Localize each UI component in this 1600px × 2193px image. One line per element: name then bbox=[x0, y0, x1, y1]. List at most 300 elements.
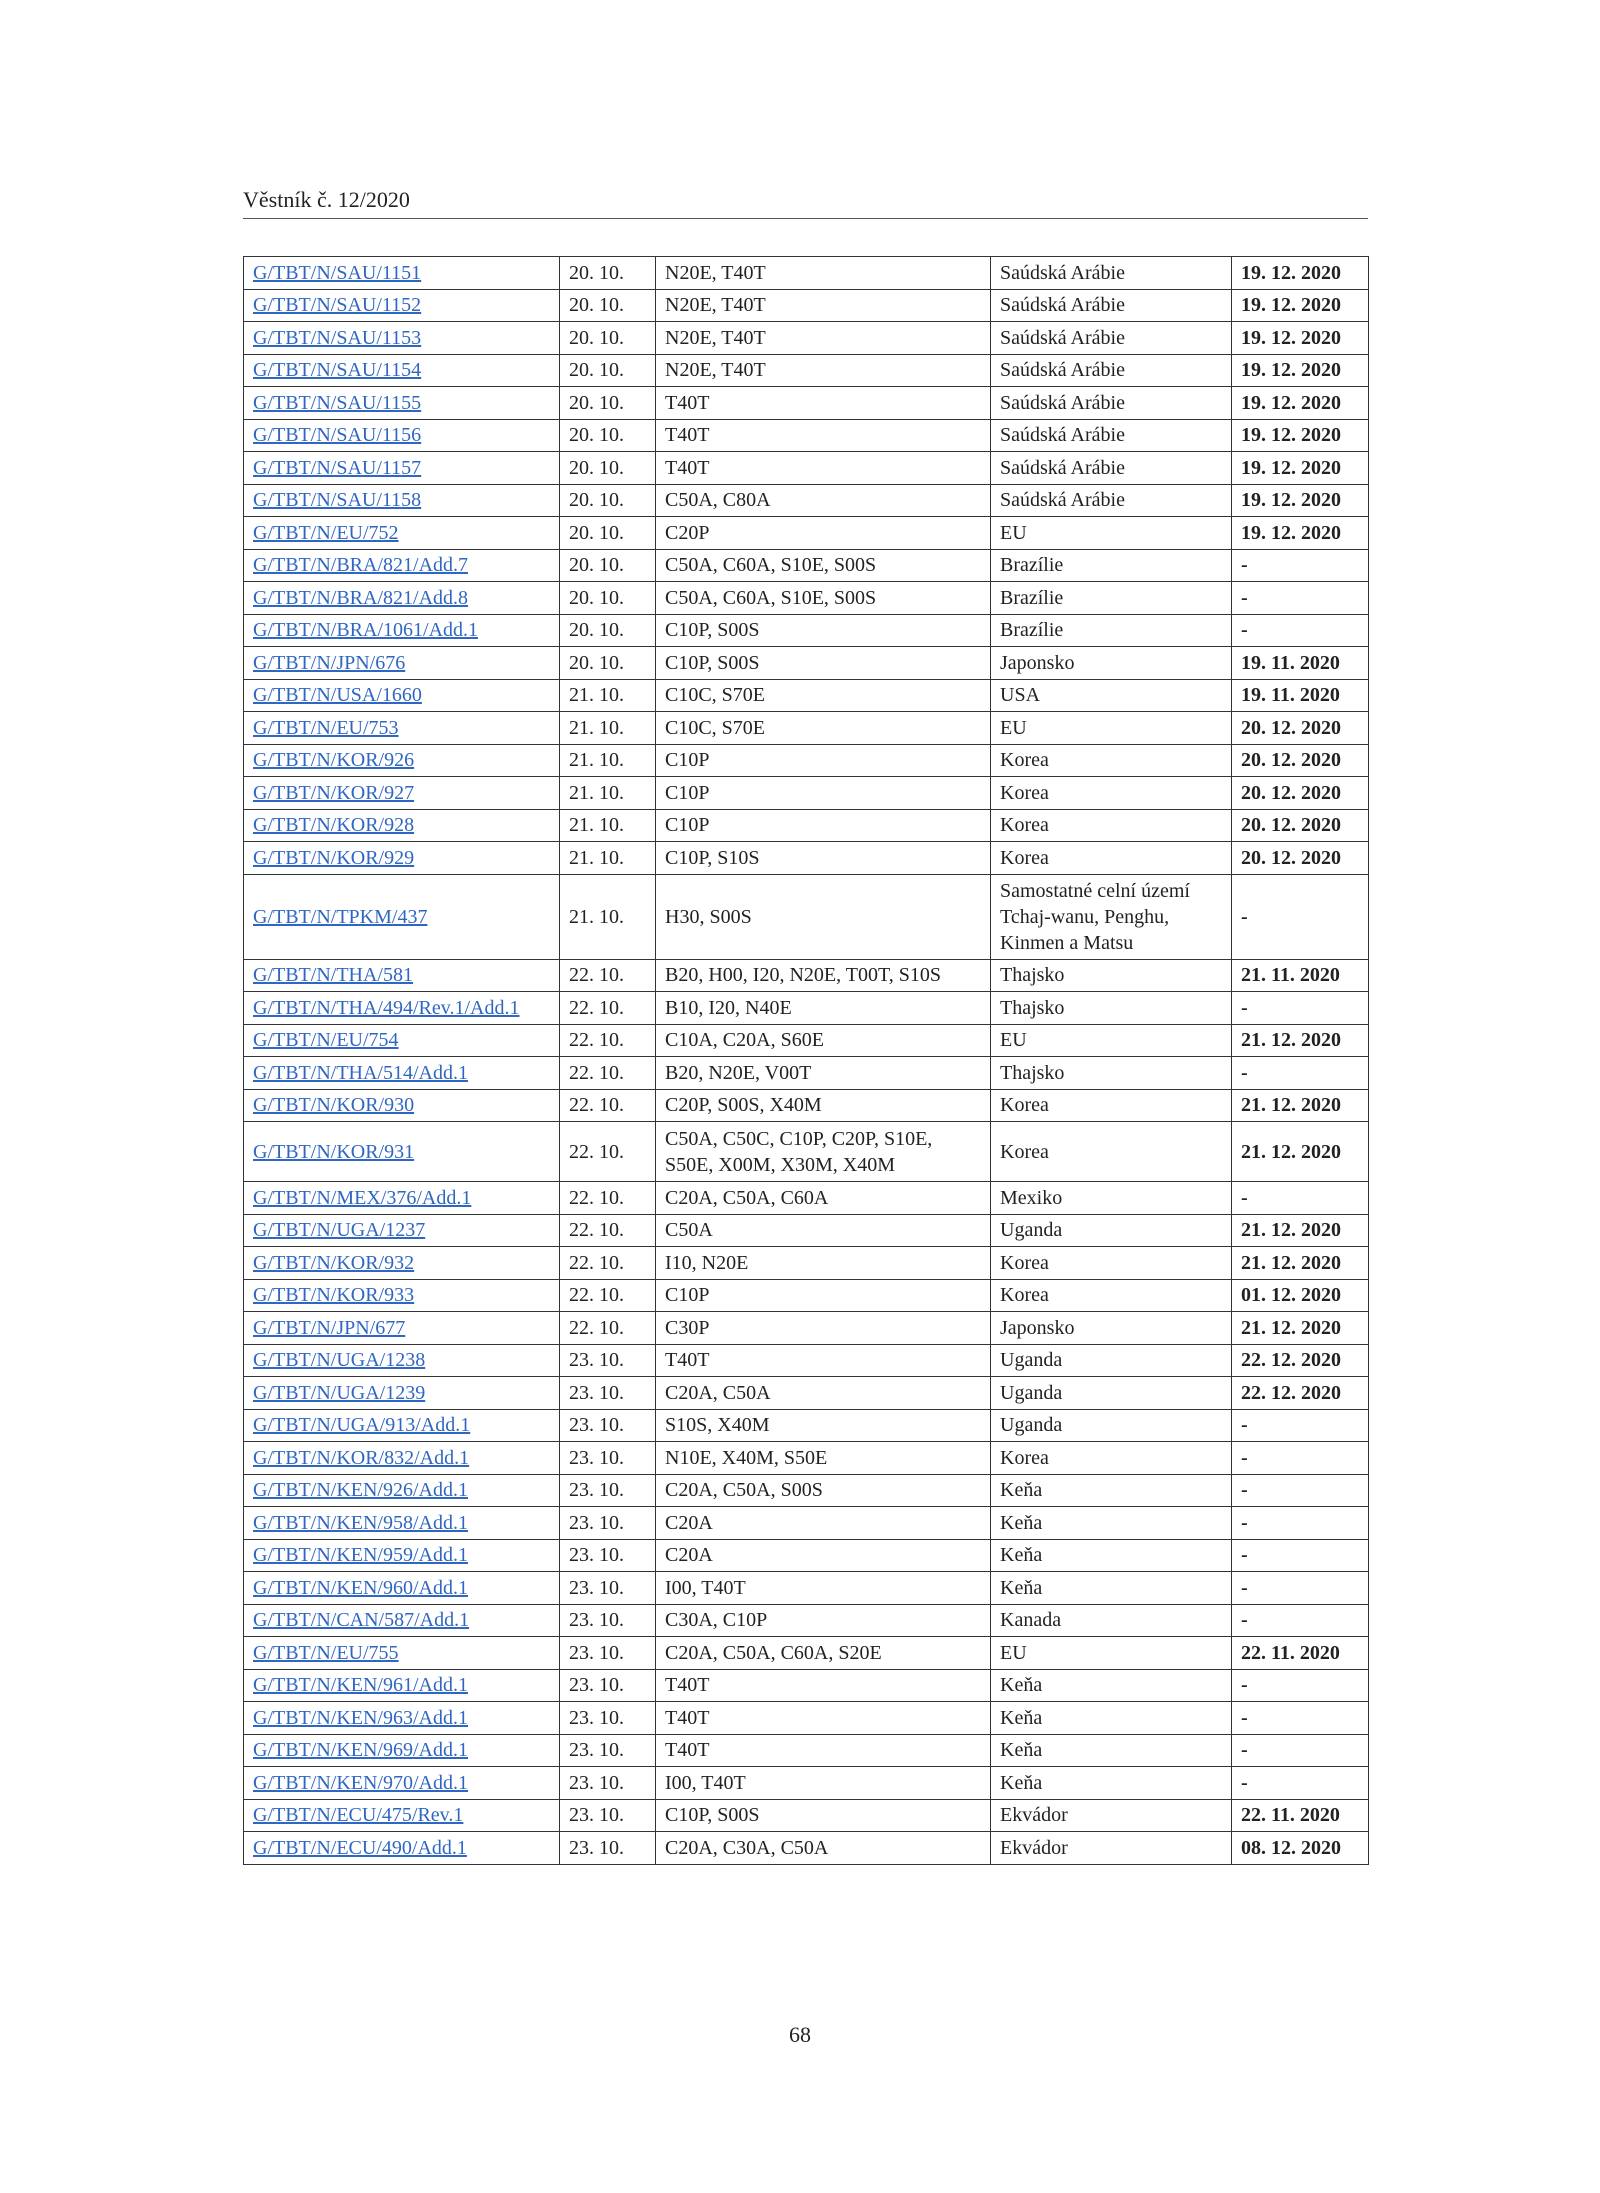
notification-link[interactable]: G/TBT/N/KEN/970/Add.1 bbox=[253, 1771, 468, 1794]
ics-codes-cell: B20, H00, I20, N20E, T00T, S10S bbox=[656, 959, 991, 992]
notification-link[interactable]: G/TBT/N/SAU/1157 bbox=[253, 456, 422, 479]
country-cell: Keňa bbox=[991, 1507, 1232, 1540]
comment-deadline-cell: - bbox=[1232, 874, 1369, 959]
comment-deadline-cell: 19. 12. 2020 bbox=[1232, 387, 1369, 420]
ics-codes-cell: N20E, T40T bbox=[656, 322, 991, 355]
table-row bbox=[244, 1702, 1369, 1735]
comment-deadline-cell: - bbox=[1232, 614, 1369, 647]
notification-code-cell bbox=[244, 1832, 560, 1865]
notification-code-cell bbox=[244, 1669, 560, 1702]
ics-codes-cell: C20A bbox=[656, 1507, 991, 1540]
notification-code-cell bbox=[244, 517, 560, 550]
comment-deadline-cell: 19. 12. 2020 bbox=[1232, 452, 1369, 485]
notification-date-cell: 23. 10. bbox=[560, 1474, 656, 1507]
notification-date-cell: 21. 10. bbox=[560, 874, 656, 959]
notification-code-cell bbox=[244, 1539, 560, 1572]
country-cell: Uganda bbox=[991, 1344, 1232, 1377]
notification-code-cell bbox=[244, 712, 560, 745]
comment-deadline-cell: 19. 12. 2020 bbox=[1232, 289, 1369, 322]
notification-code-cell bbox=[244, 874, 560, 959]
comment-deadline-cell: 21. 12. 2020 bbox=[1232, 1214, 1369, 1247]
table-row bbox=[244, 1377, 1369, 1410]
ics-codes-cell: C50A bbox=[656, 1214, 991, 1247]
notification-link[interactable]: G/TBT/N/KEN/961/Add.1 bbox=[253, 1674, 468, 1697]
notification-code-cell bbox=[244, 959, 560, 992]
comment-deadline-cell: - bbox=[1232, 1767, 1369, 1800]
ics-codes-cell: B20, N20E, V00T bbox=[656, 1057, 991, 1090]
notification-date-cell: 23. 10. bbox=[560, 1442, 656, 1475]
ics-codes-cell: C10P, S10S bbox=[656, 842, 991, 875]
table-row bbox=[244, 1669, 1369, 1702]
ics-codes-cell: T40T bbox=[656, 452, 991, 485]
notification-date-cell: 22. 10. bbox=[560, 1122, 656, 1182]
table-row bbox=[244, 744, 1369, 777]
country-cell: Korea bbox=[991, 1442, 1232, 1475]
notification-code-cell bbox=[244, 1089, 560, 1122]
comment-deadline-cell: 21. 11. 2020 bbox=[1232, 959, 1369, 992]
comment-deadline-cell: - bbox=[1232, 1057, 1369, 1090]
notification-code-cell bbox=[244, 992, 560, 1025]
notification-code-cell bbox=[244, 1734, 560, 1767]
ics-codes-cell: C20A, C50A bbox=[656, 1377, 991, 1410]
notification-date-cell: 20. 10. bbox=[560, 419, 656, 452]
notification-link[interactable]: G/TBT/N/USA/1660 bbox=[253, 684, 422, 707]
table-row bbox=[244, 1214, 1369, 1247]
table-row bbox=[244, 1182, 1369, 1215]
page-header bbox=[243, 184, 1368, 219]
country-cell: Brazílie bbox=[991, 614, 1232, 647]
notification-code-cell bbox=[244, 1702, 560, 1735]
table-row bbox=[244, 992, 1369, 1025]
notification-link[interactable]: G/TBT/N/KEN/969/Add.1 bbox=[253, 1739, 468, 1762]
country-cell: Saúdská Arábie bbox=[991, 322, 1232, 355]
notification-link[interactable]: G/TBT/N/ECU/490/Add.1 bbox=[253, 1836, 467, 1859]
notification-code-cell bbox=[244, 1024, 560, 1057]
ics-codes-cell: C10P, S00S bbox=[656, 647, 991, 680]
table-row bbox=[244, 1089, 1369, 1122]
notification-code-cell bbox=[244, 1474, 560, 1507]
notification-link[interactable]: G/TBT/N/KEN/960/Add.1 bbox=[253, 1576, 468, 1599]
notification-date-cell: 23. 10. bbox=[560, 1507, 656, 1540]
table-row bbox=[244, 712, 1369, 745]
country-cell: Kanada bbox=[991, 1604, 1232, 1637]
table-row bbox=[244, 1637, 1369, 1670]
country-cell: Saúdská Arábie bbox=[991, 484, 1232, 517]
notification-link[interactable]: G/TBT/N/KOR/832/Add.1 bbox=[253, 1446, 470, 1469]
table-row bbox=[244, 842, 1369, 875]
notification-code-cell bbox=[244, 354, 560, 387]
table-row bbox=[244, 1832, 1369, 1865]
notification-date-cell: 20. 10. bbox=[560, 484, 656, 517]
notification-link[interactable]: G/TBT/N/KOR/930 bbox=[253, 1094, 415, 1117]
table-row bbox=[244, 517, 1369, 550]
notification-date-cell: 23. 10. bbox=[560, 1344, 656, 1377]
country-cell: Thajsko bbox=[991, 992, 1232, 1025]
notification-code-cell bbox=[244, 1057, 560, 1090]
notification-link[interactable]: G/TBT/N/SAU/1152 bbox=[253, 294, 422, 317]
table-row bbox=[244, 582, 1369, 615]
table-row bbox=[244, 289, 1369, 322]
comment-deadline-cell: - bbox=[1232, 992, 1369, 1025]
ics-codes-cell: N20E, T40T bbox=[656, 257, 991, 290]
ics-codes-cell: T40T bbox=[656, 1734, 991, 1767]
notification-link[interactable]: G/TBT/N/SAU/1151 bbox=[253, 261, 422, 284]
ics-codes-cell: N10E, X40M, S50E bbox=[656, 1442, 991, 1475]
table-row bbox=[244, 549, 1369, 582]
notification-code-cell bbox=[244, 1377, 560, 1410]
ics-codes-cell: T40T bbox=[656, 1344, 991, 1377]
country-cell: Keňa bbox=[991, 1539, 1232, 1572]
country-cell: EU bbox=[991, 712, 1232, 745]
table-row bbox=[244, 614, 1369, 647]
country-cell: Saúdská Arábie bbox=[991, 289, 1232, 322]
country-cell: Korea bbox=[991, 809, 1232, 842]
notification-link[interactable]: G/TBT/N/THA/514/Add.1 bbox=[253, 1061, 468, 1084]
country-cell: Korea bbox=[991, 777, 1232, 810]
comment-deadline-cell: 01. 12. 2020 bbox=[1232, 1279, 1369, 1312]
notification-link[interactable]: G/TBT/N/THA/494/Rev.1/Add.1 bbox=[253, 996, 520, 1019]
page-number: 68 bbox=[789, 2022, 811, 2047]
table-row bbox=[244, 1344, 1369, 1377]
notification-link[interactable]: G/TBT/N/KEN/926/Add.1 bbox=[253, 1479, 468, 1502]
ics-codes-cell: C10P bbox=[656, 777, 991, 810]
comment-deadline-cell: 21. 12. 2020 bbox=[1232, 1312, 1369, 1345]
ics-codes-cell: I00, T40T bbox=[656, 1767, 991, 1800]
notification-code-cell bbox=[244, 549, 560, 582]
ics-codes-cell: C50A, C50C, C10P, C20P, S10E, S50E, X00M, X30M, X40M bbox=[656, 1122, 991, 1182]
comment-deadline-cell: 19. 12. 2020 bbox=[1232, 354, 1369, 387]
notification-code-cell bbox=[244, 1122, 560, 1182]
country-cell: Korea bbox=[991, 1122, 1232, 1182]
notification-link[interactable]: G/TBT/N/TPKM/437 bbox=[253, 905, 428, 928]
notification-code-cell bbox=[244, 1637, 560, 1670]
notification-code-cell bbox=[244, 842, 560, 875]
table-row bbox=[244, 1279, 1369, 1312]
comment-deadline-cell: 20. 12. 2020 bbox=[1232, 777, 1369, 810]
notification-code-cell bbox=[244, 484, 560, 517]
notification-date-cell: 22. 10. bbox=[560, 992, 656, 1025]
table-row bbox=[244, 257, 1369, 290]
table-row bbox=[244, 874, 1369, 959]
notification-link[interactable]: G/TBT/N/BRA/821/Add.7 bbox=[253, 554, 469, 577]
notification-link[interactable]: G/TBT/N/UGA/1238 bbox=[253, 1349, 426, 1372]
table-row bbox=[244, 484, 1369, 517]
comment-deadline-cell: - bbox=[1232, 1572, 1369, 1605]
ics-codes-cell: S10S, X40M bbox=[656, 1409, 991, 1442]
notification-date-cell: 23. 10. bbox=[560, 1799, 656, 1832]
table-row bbox=[244, 419, 1369, 452]
notification-link[interactable]: G/TBT/N/KOR/928 bbox=[253, 814, 415, 837]
country-cell: Keňa bbox=[991, 1572, 1232, 1605]
notification-code-cell bbox=[244, 1767, 560, 1800]
notification-code-cell bbox=[244, 1507, 560, 1540]
ics-codes-cell: C20P, S00S, X40M bbox=[656, 1089, 991, 1122]
notification-date-cell: 21. 10. bbox=[560, 809, 656, 842]
ics-codes-cell: C10P bbox=[656, 809, 991, 842]
country-cell: Saúdská Arábie bbox=[991, 354, 1232, 387]
ics-codes-cell: N20E, T40T bbox=[656, 354, 991, 387]
comment-deadline-cell: - bbox=[1232, 549, 1369, 582]
comment-deadline-cell: 19. 12. 2020 bbox=[1232, 419, 1369, 452]
table-row bbox=[244, 354, 1369, 387]
notification-date-cell: 21. 10. bbox=[560, 679, 656, 712]
comment-deadline-cell: 08. 12. 2020 bbox=[1232, 1832, 1369, 1865]
notification-date-cell: 21. 10. bbox=[560, 842, 656, 875]
notification-date-cell: 23. 10. bbox=[560, 1604, 656, 1637]
ics-codes-cell: C10P bbox=[656, 744, 991, 777]
ics-codes-cell: C10A, C20A, S60E bbox=[656, 1024, 991, 1057]
country-cell: Brazílie bbox=[991, 582, 1232, 615]
notification-date-cell: 20. 10. bbox=[560, 387, 656, 420]
comment-deadline-cell: - bbox=[1232, 1734, 1369, 1767]
table-row bbox=[244, 809, 1369, 842]
table-row bbox=[244, 1409, 1369, 1442]
country-cell: Mexiko bbox=[991, 1182, 1232, 1215]
table-row bbox=[244, 1057, 1369, 1090]
notification-code-cell bbox=[244, 809, 560, 842]
country-cell: Keňa bbox=[991, 1702, 1232, 1735]
comment-deadline-cell: - bbox=[1232, 1474, 1369, 1507]
ics-codes-cell: I00, T40T bbox=[656, 1572, 991, 1605]
ics-codes-cell: C20A bbox=[656, 1539, 991, 1572]
ics-codes-cell: C10C, S70E bbox=[656, 712, 991, 745]
notification-code-cell bbox=[244, 679, 560, 712]
notification-link[interactable]: G/TBT/N/JPN/676 bbox=[253, 651, 406, 674]
comment-deadline-cell: - bbox=[1232, 1182, 1369, 1215]
notification-code-cell bbox=[244, 1442, 560, 1475]
ics-codes-cell: C50A, C60A, S10E, S00S bbox=[656, 549, 991, 582]
country-cell: Korea bbox=[991, 1089, 1232, 1122]
country-cell: Japonsko bbox=[991, 1312, 1232, 1345]
table-row bbox=[244, 452, 1369, 485]
comment-deadline-cell: 19. 12. 2020 bbox=[1232, 484, 1369, 517]
notification-code-cell bbox=[244, 647, 560, 680]
country-cell: Uganda bbox=[991, 1214, 1232, 1247]
notification-link[interactable]: G/TBT/N/KOR/926 bbox=[253, 749, 415, 772]
table-row bbox=[244, 1507, 1369, 1540]
notification-link[interactable]: G/TBT/N/KOR/927 bbox=[253, 781, 415, 804]
notification-link[interactable]: G/TBT/N/SAU/1156 bbox=[253, 424, 422, 447]
notification-date-cell: 23. 10. bbox=[560, 1539, 656, 1572]
notification-date-cell: 20. 10. bbox=[560, 614, 656, 647]
notification-date-cell: 23. 10. bbox=[560, 1669, 656, 1702]
comment-deadline-cell: 19. 12. 2020 bbox=[1232, 322, 1369, 355]
country-cell: USA bbox=[991, 679, 1232, 712]
notification-link[interactable]: G/TBT/N/UGA/1239 bbox=[253, 1381, 426, 1404]
notification-code-cell bbox=[244, 1312, 560, 1345]
notification-date-cell: 20. 10. bbox=[560, 647, 656, 680]
notification-link[interactable]: G/TBT/N/CAN/587/Add.1 bbox=[253, 1609, 470, 1632]
notification-date-cell: 20. 10. bbox=[560, 354, 656, 387]
comment-deadline-cell: - bbox=[1232, 1702, 1369, 1735]
ics-codes-cell: H30, S00S bbox=[656, 874, 991, 959]
notification-link[interactable]: G/TBT/N/EU/755 bbox=[253, 1641, 399, 1664]
notification-date-cell: 22. 10. bbox=[560, 959, 656, 992]
notification-link[interactable]: G/TBT/N/SAU/1155 bbox=[253, 391, 422, 414]
comment-deadline-cell: 21. 12. 2020 bbox=[1232, 1122, 1369, 1182]
table-row bbox=[244, 959, 1369, 992]
notification-code-cell bbox=[244, 1279, 560, 1312]
notification-date-cell: 23. 10. bbox=[560, 1377, 656, 1410]
notification-date-cell: 23. 10. bbox=[560, 1734, 656, 1767]
country-cell: Saúdská Arábie bbox=[991, 452, 1232, 485]
notifications-table-body bbox=[244, 257, 1369, 1865]
notification-link[interactable]: G/TBT/N/KOR/933 bbox=[253, 1284, 415, 1307]
notification-date-cell: 20. 10. bbox=[560, 582, 656, 615]
notification-date-cell: 22. 10. bbox=[560, 1312, 656, 1345]
comment-deadline-cell: 22. 11. 2020 bbox=[1232, 1799, 1369, 1832]
country-cell: Samostatné celní území Tchaj-wanu, Penghu, Kinmen a Matsu bbox=[991, 874, 1232, 959]
country-cell: Thajsko bbox=[991, 1057, 1232, 1090]
bulletin-title: Věstník č. 12/2020 bbox=[243, 187, 410, 212]
comment-deadline-cell: 22. 11. 2020 bbox=[1232, 1637, 1369, 1670]
comment-deadline-cell: 20. 12. 2020 bbox=[1232, 842, 1369, 875]
notification-code-cell bbox=[244, 582, 560, 615]
notification-code-cell bbox=[244, 1344, 560, 1377]
notification-date-cell: 21. 10. bbox=[560, 744, 656, 777]
notification-link[interactable]: G/TBT/N/ECU/475/Rev.1 bbox=[253, 1804, 464, 1827]
ics-codes-cell: C10P bbox=[656, 1279, 991, 1312]
table-row bbox=[244, 1734, 1369, 1767]
notification-link[interactable]: G/TBT/N/UGA/913/Add.1 bbox=[253, 1414, 471, 1437]
country-cell: Keňa bbox=[991, 1734, 1232, 1767]
table-row bbox=[244, 1247, 1369, 1280]
notification-date-cell: 23. 10. bbox=[560, 1832, 656, 1865]
notification-date-cell: 20. 10. bbox=[560, 517, 656, 550]
ics-codes-cell: T40T bbox=[656, 387, 991, 420]
ics-codes-cell: C10P, S00S bbox=[656, 614, 991, 647]
ics-codes-cell: I10, N20E bbox=[656, 1247, 991, 1280]
comment-deadline-cell: 21. 12. 2020 bbox=[1232, 1089, 1369, 1122]
country-cell: Korea bbox=[991, 744, 1232, 777]
comment-deadline-cell: 19. 12. 2020 bbox=[1232, 257, 1369, 290]
notification-link[interactable]: G/TBT/N/UGA/1237 bbox=[253, 1219, 426, 1242]
notification-code-cell bbox=[244, 1799, 560, 1832]
notification-date-cell: 23. 10. bbox=[560, 1767, 656, 1800]
notification-date-cell: 21. 10. bbox=[560, 712, 656, 745]
notifications-table bbox=[243, 256, 1369, 1865]
country-cell: Korea bbox=[991, 1279, 1232, 1312]
country-cell: Keňa bbox=[991, 1767, 1232, 1800]
table-row bbox=[244, 679, 1369, 712]
notification-date-cell: 20. 10. bbox=[560, 257, 656, 290]
notification-link[interactable]: G/TBT/N/JPN/677 bbox=[253, 1316, 406, 1339]
notification-date-cell: 20. 10. bbox=[560, 452, 656, 485]
notification-code-cell bbox=[244, 614, 560, 647]
notification-link[interactable]: G/TBT/N/MEX/376/Add.1 bbox=[253, 1186, 472, 1209]
notification-link[interactable]: G/TBT/N/KEN/959/Add.1 bbox=[253, 1544, 468, 1567]
ics-codes-cell: T40T bbox=[656, 419, 991, 452]
notification-link[interactable]: G/TBT/N/KEN/963/Add.1 bbox=[253, 1706, 468, 1729]
notification-code-cell bbox=[244, 289, 560, 322]
notification-code-cell bbox=[244, 257, 560, 290]
country-cell: EU bbox=[991, 1024, 1232, 1057]
ics-codes-cell: C50A, C80A bbox=[656, 484, 991, 517]
ics-codes-cell: C20A, C50A, C60A bbox=[656, 1182, 991, 1215]
ics-codes-cell: C10P, S00S bbox=[656, 1799, 991, 1832]
notification-link[interactable]: G/TBT/N/THA/581 bbox=[253, 964, 413, 987]
notification-date-cell: 20. 10. bbox=[560, 322, 656, 355]
country-cell: Japonsko bbox=[991, 647, 1232, 680]
ics-codes-cell: C20A, C30A, C50A bbox=[656, 1832, 991, 1865]
comment-deadline-cell: - bbox=[1232, 1539, 1369, 1572]
table-row bbox=[244, 1604, 1369, 1637]
country-cell: Ekvádor bbox=[991, 1832, 1232, 1865]
notification-code-cell bbox=[244, 1182, 560, 1215]
notification-link[interactable]: G/TBT/N/SAU/1158 bbox=[253, 489, 422, 512]
notification-date-cell: 21. 10. bbox=[560, 777, 656, 810]
country-cell: Saúdská Arábie bbox=[991, 419, 1232, 452]
comment-deadline-cell: 19. 11. 2020 bbox=[1232, 679, 1369, 712]
country-cell: Brazílie bbox=[991, 549, 1232, 582]
notification-date-cell: 22. 10. bbox=[560, 1279, 656, 1312]
comment-deadline-cell: - bbox=[1232, 1669, 1369, 1702]
country-cell: Korea bbox=[991, 1247, 1232, 1280]
comment-deadline-cell: - bbox=[1232, 1442, 1369, 1475]
notification-link[interactable]: G/TBT/N/EU/754 bbox=[253, 1029, 399, 1052]
comment-deadline-cell: - bbox=[1232, 1507, 1369, 1540]
notification-date-cell: 22. 10. bbox=[560, 1024, 656, 1057]
ics-codes-cell: C50A, C60A, S10E, S00S bbox=[656, 582, 991, 615]
table-row bbox=[244, 1024, 1369, 1057]
comment-deadline-cell: - bbox=[1232, 1604, 1369, 1637]
country-cell: Thajsko bbox=[991, 959, 1232, 992]
country-cell: EU bbox=[991, 1637, 1232, 1670]
notification-date-cell: 22. 10. bbox=[560, 1214, 656, 1247]
country-cell: Saúdská Arábie bbox=[991, 387, 1232, 420]
ics-codes-cell: N20E, T40T bbox=[656, 289, 991, 322]
ics-codes-cell: B10, I20, N40E bbox=[656, 992, 991, 1025]
notification-link[interactable]: G/TBT/N/EU/753 bbox=[253, 716, 399, 739]
notification-code-cell bbox=[244, 1604, 560, 1637]
notification-code-cell bbox=[244, 777, 560, 810]
table-row bbox=[244, 647, 1369, 680]
comment-deadline-cell: 22. 12. 2020 bbox=[1232, 1344, 1369, 1377]
comment-deadline-cell: - bbox=[1232, 582, 1369, 615]
notification-code-cell bbox=[244, 1572, 560, 1605]
notification-link[interactable]: G/TBT/N/KOR/929 bbox=[253, 846, 415, 869]
notification-date-cell: 22. 10. bbox=[560, 1247, 656, 1280]
country-cell: Korea bbox=[991, 842, 1232, 875]
notification-link[interactable]: G/TBT/N/KOR/932 bbox=[253, 1251, 415, 1274]
notification-date-cell: 23. 10. bbox=[560, 1702, 656, 1735]
comment-deadline-cell: 19. 11. 2020 bbox=[1232, 647, 1369, 680]
notification-link[interactable]: G/TBT/N/SAU/1153 bbox=[253, 326, 422, 349]
table-row bbox=[244, 1122, 1369, 1182]
notification-link[interactable]: G/TBT/N/BRA/821/Add.8 bbox=[253, 586, 469, 609]
country-cell: Keňa bbox=[991, 1474, 1232, 1507]
comment-deadline-cell: 21. 12. 2020 bbox=[1232, 1247, 1369, 1280]
country-cell: EU bbox=[991, 517, 1232, 550]
table-row bbox=[244, 387, 1369, 420]
notification-link[interactable]: G/TBT/N/SAU/1154 bbox=[253, 359, 422, 382]
notification-code-cell bbox=[244, 1214, 560, 1247]
table-row bbox=[244, 322, 1369, 355]
country-cell: Keňa bbox=[991, 1669, 1232, 1702]
notification-link[interactable]: G/TBT/N/BRA/1061/Add.1 bbox=[253, 619, 479, 642]
notification-link[interactable]: G/TBT/N/EU/752 bbox=[253, 521, 399, 544]
country-cell: Saúdská Arábie bbox=[991, 257, 1232, 290]
notification-link[interactable]: G/TBT/N/KEN/958/Add.1 bbox=[253, 1511, 468, 1534]
notification-link[interactable]: G/TBT/N/KOR/931 bbox=[253, 1140, 415, 1163]
country-cell: Ekvádor bbox=[991, 1799, 1232, 1832]
table-row bbox=[244, 1799, 1369, 1832]
ics-codes-cell: C20A, C50A, C60A, S20E bbox=[656, 1637, 991, 1670]
comment-deadline-cell: - bbox=[1232, 1409, 1369, 1442]
table-row bbox=[244, 777, 1369, 810]
comment-deadline-cell: 20. 12. 2020 bbox=[1232, 712, 1369, 745]
ics-codes-cell: T40T bbox=[656, 1702, 991, 1735]
